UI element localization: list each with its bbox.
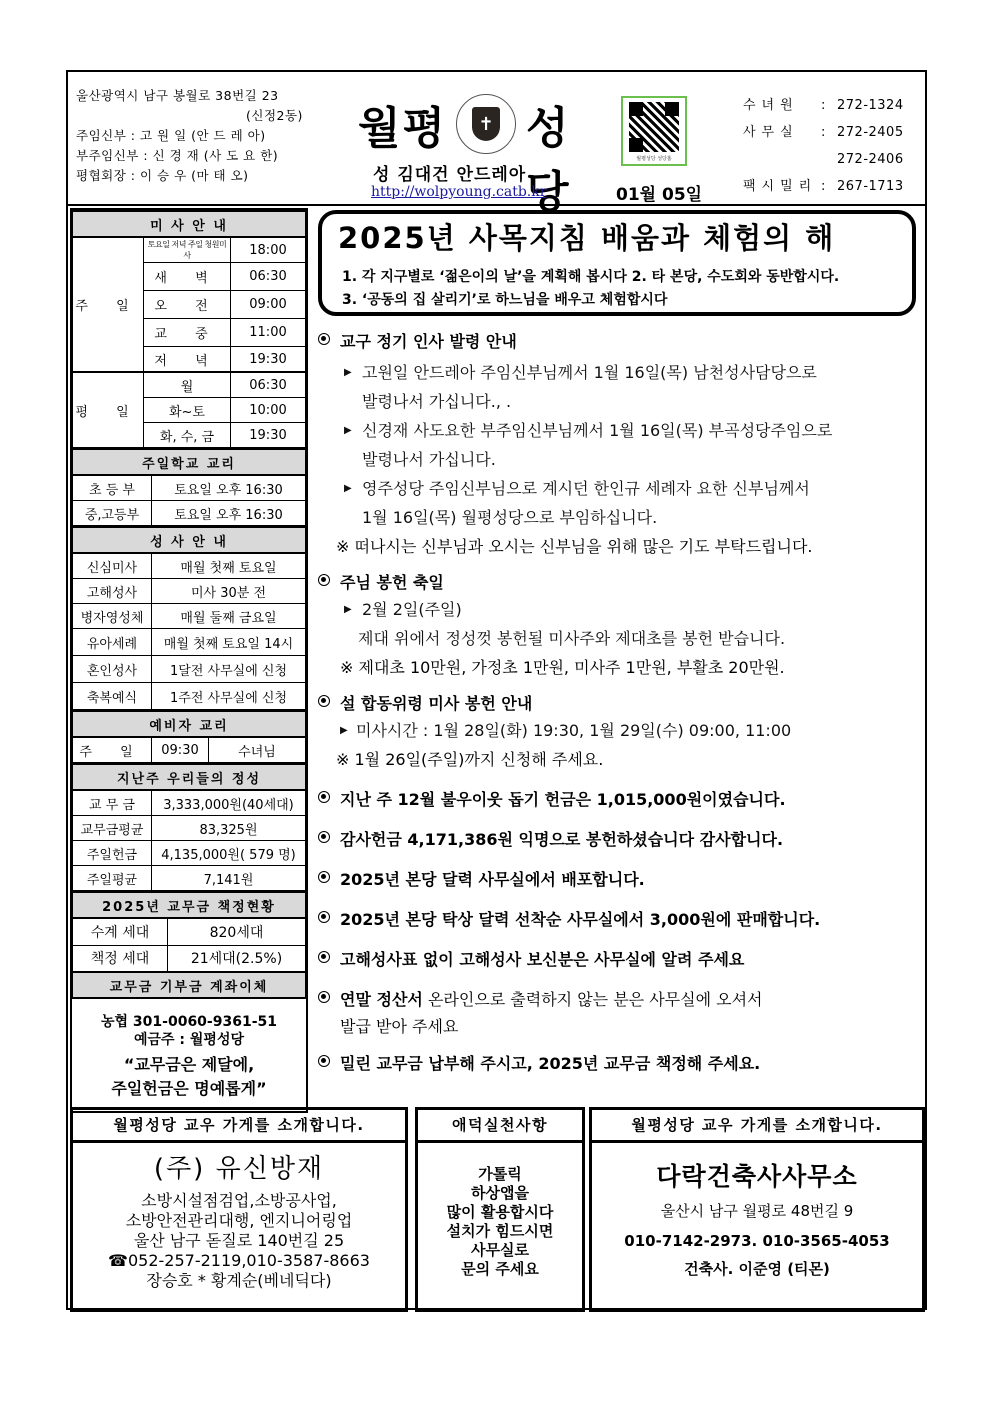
cross-icon: ✝ [472,107,500,141]
row-value: 매월 첫째 토요일 14시 [152,629,306,656]
mass-name: 새 벽 [144,263,231,291]
bullet-continuation: 제대 위에서 정성껏 봉헌될 미사주와 제대초를 봉헌 받습니다. [358,629,786,648]
announcement-text: 2025년 본당 탁상 달력 선착순 사무실에서 3,000원에 판매합니다. [340,910,821,929]
radio-bullet-icon [318,951,330,963]
contact-sep: : [821,125,826,140]
announcement-item [316,692,922,774]
charity-line: 하상앱을 [471,1184,529,1202]
contact-sep: : [821,179,826,194]
row-label: 주일헌금 [73,841,152,866]
row-value: 1달전 사무실에 신청 [152,656,306,683]
address-line: 울산광역시 남구 봉월로 38번길 23 [76,88,279,103]
charity-practice-box [415,1107,585,1312]
charity-box-header: 애덕실천사항 [418,1110,582,1143]
announcement-text: 감사헌금 4,171,386원 익명으로 봉헌하셨습니다 감사합니다. [340,830,784,849]
mass-schedule-title: 미 사 안 내 [73,211,306,237]
contact-label: 팩시밀리 [743,179,818,194]
note-line: ※ 떠나시는 신부님과 오시는 신부님을 위해 많은 기도 부탁드립니다. [336,537,813,556]
announcement-item [316,788,922,812]
mass-time: 19:30 [231,423,306,448]
mass-name: 교 중 [144,319,231,347]
shop-box-header: 월평성당 교우 가게를 소개합니다. [73,1110,405,1143]
contact-phone: 267-1713 [837,179,904,194]
mass-name: 토요일 저녁 주일 청원미사 [144,237,231,263]
radio-bullet-icon [318,333,330,345]
row-value: 4,135,000원( 579 명) [152,841,306,866]
charity-box-body [418,1143,582,1279]
shop-box-body [592,1143,922,1283]
row-value: 21세대(2.5%) [168,945,306,972]
mass-name: 화, 수, 금 [144,423,231,448]
announcement-text: 지난 주 12월 불우이웃 돕기 헌금은 1,015,000원이였습니다. [340,790,786,809]
contact-phone: 272-1324 [837,98,904,113]
shop-box-body [73,1143,405,1291]
triangle-bullet-icon: ▶ [344,425,352,436]
triangle-bullet-icon: ▶ [344,483,352,494]
charity-line: 가톨릭 [478,1165,522,1183]
row-value: 매월 둘째 금요일 [152,604,306,629]
info-sidebar [70,208,308,1113]
mass-time: 11:00 [231,319,306,347]
row-value: 토요일 오후 16:30 [152,475,306,501]
row-label: 초 등 부 [73,475,152,501]
row-label: 교무금평균 [73,816,152,841]
staff-name: 이 승 우 (마 태 오) [139,168,249,183]
contact-phone: 272-2406 [837,152,904,167]
radio-bullet-icon [318,695,330,707]
catechumen-time: 09:30 [152,737,209,763]
bullet-text: 신경재 사도요한 부주임신부님께서 1월 16일(목) 부곡성당주임으로 [362,421,833,440]
row-label: 병자영성체 [73,604,152,629]
staff-row: 주임신부 : 고 원 일 (안 드 레 아) [76,128,266,143]
shop-name: (주) 유신방재 [153,1154,325,1184]
shop-services: 소방안전관리대행, 엔지니어링업 [125,1211,353,1230]
radio-bullet-icon [318,871,330,883]
row-value: 7,141원 [152,866,306,891]
motto-line-2: 주일헌금은 명예롭게” [111,1079,267,1098]
announcement-rest: 온라인으로 출력하지 않는 분은 사무실에 오셔서 [422,990,763,1009]
theme-line-1: 1. 각 지구별로 ‘젊은이의 날’을 계획해 봅시다 2. 타 본당, 수도회와 동반합시다. [342,269,840,285]
mass-name: 화~토 [144,398,231,423]
announcement-bold: 연말 정산서 [340,990,423,1009]
announcement-item [316,908,922,932]
sunday-school-table [72,448,306,526]
row-value: 미사 30분 전 [152,579,306,604]
row-value: 83,325원 [152,816,306,841]
announcement-text [340,988,922,1012]
shop-owners: 장승호 * 황계순(베네딕다) [146,1271,332,1290]
contact-list [743,92,904,200]
mass-time: 10:00 [231,398,306,423]
theme-title: 2025년 사목지침 배움과 체험의 해 [338,221,836,255]
charity-line: 설치가 힘드시면 [446,1222,554,1240]
row-label: 신심미사 [73,553,152,579]
qr-code-icon [629,102,679,152]
row-value: 매월 첫째 토요일 [152,553,306,579]
announcement-item [316,988,922,1042]
bullet-continuation: 1월 16일(목) 월평성당으로 부임하십니다. [362,508,658,527]
radio-bullet-icon [318,574,330,586]
row-label: 혼인성사 [73,656,152,683]
sunday-school-title: 주일학교 교리 [73,449,306,475]
bullet-line [340,416,922,445]
triangle-bullet-icon: ▶ [340,725,348,736]
row-value: 토요일 오후 16:30 [152,501,306,526]
telephone-icon: ☎ [108,1251,128,1270]
announcement-text: 2025년 본당 달력 사무실에서 배포합니다. [340,870,645,889]
announcements [316,330,922,1076]
bullet-line [340,474,922,503]
announcement-item [316,828,922,852]
catechumen-day: 주 일 [73,737,152,763]
catechumen-teacher: 수녀님 [209,737,306,763]
transfer-title: 교무금 기부금 계좌이체 [73,972,306,998]
mass-time: 09:00 [231,291,306,319]
announcement-heading: 교구 정기 인사 발령 안내 [340,332,517,351]
contact-phone: 272-2405 [837,125,904,140]
bulletin-header [68,72,925,218]
mass-time: 06:30 [231,372,306,398]
contact-sep [821,146,837,173]
staff-row: 평협회장 : 이 승 우 (마 태 오) [76,168,249,183]
row-label: 축복예식 [73,683,152,710]
announcement-item [316,571,922,682]
shop-phone [73,1251,405,1271]
radio-bullet-icon [318,911,330,923]
note-line: ※ 1월 26일(주일)까지 신청해 주세요. [336,750,604,769]
bullet-line [340,595,922,624]
dues-table [72,891,306,999]
radio-bullet-icon [318,1055,330,1067]
theme-line-2: 3. ‘공동의 집 살리기’로 하느님을 배우고 체험합시다 [342,292,668,308]
announcement-heading: 주님 봉헌 축일 [340,573,444,592]
contact-label: 수녀원 [743,98,799,113]
contact-row [743,173,904,200]
sidebar-table [72,210,306,448]
qr-code[interactable] [621,96,687,166]
row-label: 고해성사 [73,579,152,604]
dues-title: 2025년 교무금 책정현황 [73,892,306,918]
row-label: 유아세례 [73,629,152,656]
announcement-text: 밀린 교무금 납부해 주시고, 2025년 교무금 책정해 주세요. [340,1054,761,1073]
row-value: 820세대 [168,918,306,945]
title-left: 월평 [358,103,448,154]
bullet-line [340,358,922,387]
shop-owner: 건축사. 이준영 (티몬) [684,1260,830,1278]
radio-bullet-icon [318,831,330,843]
contact-row [743,119,904,146]
bulletin-date: 01월 05일 [616,185,703,205]
address-line-2: (신정2동) [246,108,303,123]
contact-label [743,146,821,173]
charity-line: 사무실로 [471,1241,529,1259]
shop-box-header: 월평성당 교우 가게를 소개합니다. [592,1110,922,1143]
shop-address: 울산 남구 돋질로 140번길 25 [133,1231,345,1250]
announcement-item [316,868,922,892]
account-holder: 예금주 : 월평성당 [133,1032,244,1048]
phone-numbers: 052-257-2119,010-3587-8663 [127,1251,370,1270]
mass-name: 월 [144,372,231,398]
offerings-table [72,763,306,891]
row-label: 교 무 금 [73,790,152,816]
announcement-continuation: 발급 받아 주세요 [340,1017,459,1036]
bullet-continuation: 발령나서 가십니다., . [362,392,512,411]
catechumen-title: 예비자 교리 [73,711,306,737]
church-info [76,86,303,186]
sacraments-table [72,526,306,710]
staff-row: 부주임신부 : 신 경 재 (사 도 요 한) [76,148,279,163]
motto-line-1: “교무금은 제달에, [123,1055,255,1074]
row-label: 수계 세대 [73,918,168,945]
shop-address: 울산시 남구 월평로 48번길 9 [660,1202,854,1220]
staff-name: 신 경 재 (사 도 요 한) [152,148,279,163]
radio-bullet-icon [318,991,330,1003]
note-line: ※ 제대초 10만원, 가정초 1만원, 미사주 1만원, 부활초 20만원. [340,658,785,677]
title-right: 성당 [526,103,571,218]
row-label: 주일평균 [73,866,152,891]
staff-role: 부주임신부 [76,148,139,163]
contact-row [743,92,904,119]
announcement-item [316,948,922,972]
row-value: 3,333,000원(40세대) [152,790,306,816]
pastoral-theme-box [318,210,916,316]
row-value: 1주전 사무실에 신청 [152,683,306,710]
row-label: 중,고등부 [73,501,152,526]
bullet-text: 2월 2일(주일) [362,600,462,619]
shop-phone: 010-7142-2973. 010-3565-4053 [624,1232,890,1250]
row-label: 책정 세대 [73,945,168,972]
parishioner-shop-box-2 [589,1107,925,1312]
sacraments-title: 성 사 안 내 [73,527,306,553]
staff-role: 평협회장 [76,168,127,183]
bullet-line [340,716,922,745]
announcement-item [316,330,922,561]
triangle-bullet-icon: ▶ [344,367,352,378]
offerings-title: 지난주 우리들의 정성 [73,764,306,790]
radio-bullet-icon [318,791,330,803]
mass-name: 오 전 [144,291,231,319]
website-link[interactable]: http://wolpyoung.catb.kr [371,184,547,200]
bank-account: 농협 301-0060-9361-51 [101,1014,277,1030]
bullet-text: 영주성당 주임신부님으로 계시던 한인규 세례자 요한 신부님께서 [362,479,810,498]
patron-saint: 성 김대건 안드레아 [373,165,527,185]
contact-row [743,146,904,173]
announcement-item [316,1052,922,1076]
contact-label: 사무실 [743,125,799,140]
sunday-label: 주 일 [73,237,144,372]
catechumen-table [72,710,306,763]
shop-services: 소방시설점검업,소방공사업, [141,1191,337,1210]
bullet-text: 미사시간 : 1월 28일(화) 19:30, 1월 29일(수) 09:00, 11:00 [356,721,792,740]
weekday-label: 평 일 [73,372,144,448]
charity-line: 많이 활용합시다 [446,1203,554,1221]
triangle-bullet-icon: ▶ [344,604,352,615]
bullet-text: 고원일 안드레아 주임신부님께서 1월 16일(목) 남천성사담당으로 [362,363,817,382]
mass-time: 18:00 [231,237,306,263]
staff-role: 주임신부 [76,128,127,143]
mass-time: 06:30 [231,263,306,291]
church-logo-icon [456,94,516,154]
staff-name: 고 원 일 (안 드 레 아) [139,128,266,143]
mass-time: 19:30 [231,347,306,373]
shop-name: 다락건축사사무소 [656,1162,858,1191]
bullet-continuation: 발령나서 가십니다. [362,450,496,469]
charity-line: 문의 주세요 [461,1260,539,1278]
parishioner-shop-box-1 [70,1107,408,1312]
bulletin-page [66,70,927,1310]
mass-name: 저 녁 [144,347,231,373]
announcement-heading: 설 합동위령 미사 봉헌 안내 [340,694,533,713]
qr-caption: 월평성당 성당홈 [636,156,672,162]
bank-account-info [72,999,306,1111]
announcement-text: 고해성사표 없이 고해성사 보신분은 사무실에 알려 주세요 [340,950,745,969]
contact-sep: : [821,98,826,113]
